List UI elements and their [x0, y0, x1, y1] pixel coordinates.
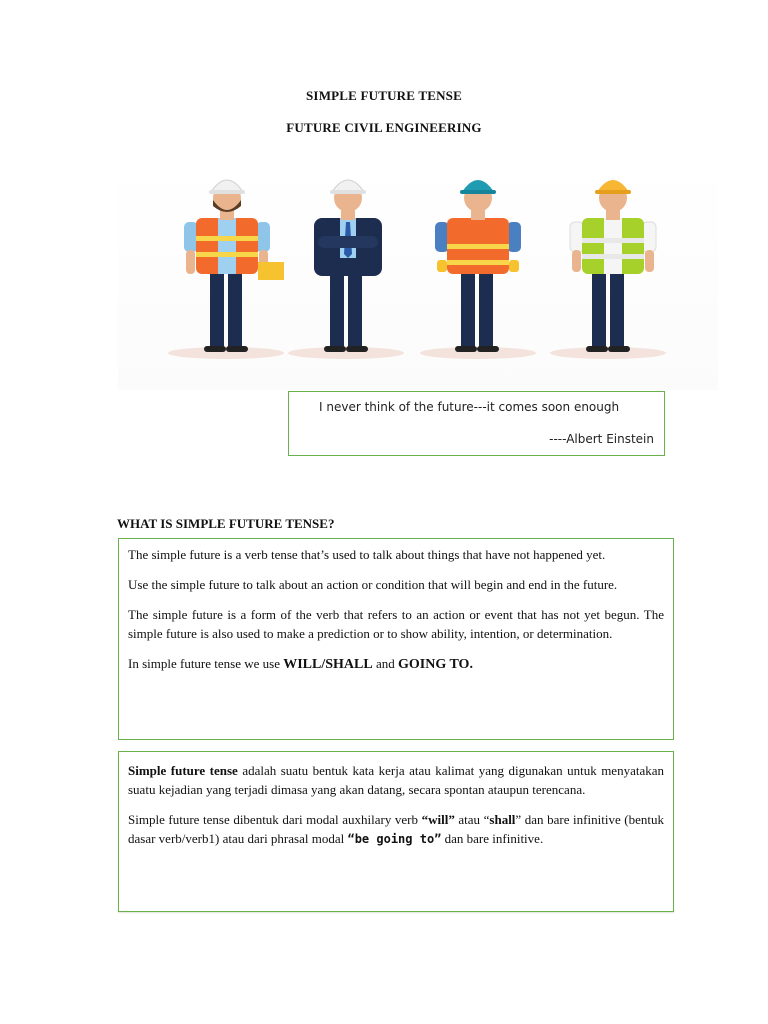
p2-b: atau “ — [454, 812, 490, 827]
p1-rest: adalah suatu bentuk kata kerja atau kalimat yang digunakan untuk menyatakan suatu kejadian yang terjadi dimasa yang akan datang, secara spontan ataupun terencana. — [128, 763, 664, 797]
be-going-to-keyword: “be going to” — [347, 832, 442, 846]
indonesian-paragraph-2 — [128, 810, 664, 849]
worker-4-figure — [570, 180, 656, 352]
p2-c: ” dan bare infinitive (bentuk dasar verb/verb1) atau dari phrasal modal — [128, 812, 665, 846]
p2-a: Simple future tense dibentuk dari modal auxhilary verb — [128, 812, 422, 827]
definition-box — [118, 538, 674, 740]
worker-3-figure — [435, 180, 521, 352]
page-title: SIMPLE FUTURE TENSE — [306, 88, 462, 103]
p2-d: dan bare infinitive. — [441, 831, 544, 846]
indonesian-explanation-box — [118, 751, 674, 912]
worker-1-figure — [184, 180, 284, 352]
definition-paragraph-2: Use the simple future to talk about an action or condition that will begin and end in the future. — [128, 577, 618, 592]
shall-keyword: shall — [489, 812, 516, 827]
quote-box — [288, 391, 665, 456]
section-heading: WHAT IS SIMPLE FUTURE TENSE? — [117, 516, 335, 531]
definition-paragraph-4 — [128, 654, 664, 674]
will-shall-keyword: WILL/SHALL — [283, 657, 373, 672]
page-subtitle: FUTURE CIVIL ENGINEERING — [286, 120, 482, 135]
p4-and: and — [372, 656, 398, 671]
quote-author: ----Albert Einstein — [549, 432, 654, 446]
quote-text: I never think of the future---it comes soon enough — [319, 400, 620, 414]
going-to-keyword: GOING TO. — [398, 657, 473, 672]
p4-prefix: In simple future tense we use — [128, 656, 284, 671]
term-bold: Simple future tense — [128, 763, 238, 778]
indonesian-paragraph-1 — [128, 761, 664, 799]
construction-workers-illustration — [118, 160, 718, 390]
definition-paragraph-1: The simple future is a verb tense that’s used to talk about things that have not happened yet. — [128, 547, 606, 562]
worker-2-figure — [314, 180, 382, 352]
will-keyword: “will” — [421, 812, 455, 827]
definition-paragraph-3: The simple future is a form of the verb that refers to an action or event that has not yet begun. The simple future is also used to make a prediction or to show ability, intention, or determination. — [128, 607, 664, 641]
